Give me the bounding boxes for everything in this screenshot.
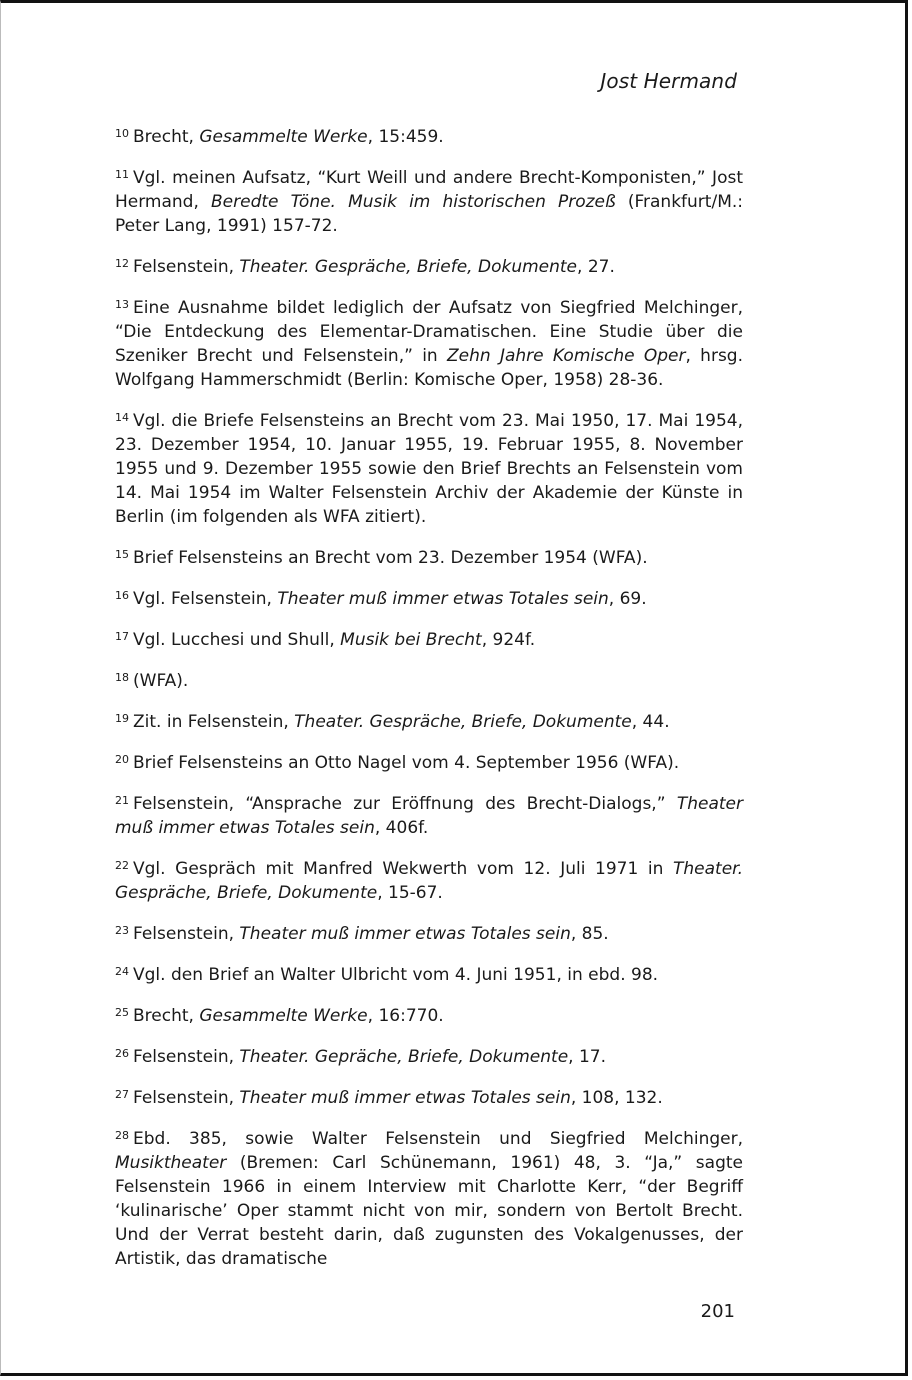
footnote-15 <box>115 546 743 570</box>
footnote-number: 28 <box>115 1129 129 1142</box>
footnote-number: 11 <box>115 168 129 181</box>
footnote-title: Zehn Jahre Komische Oper <box>447 346 686 366</box>
footnote-25 <box>115 1004 743 1028</box>
footnote-title: Gesammelte Werke <box>199 127 368 147</box>
footnote-number: 10 <box>115 127 129 140</box>
footnote-number: 12 <box>115 257 129 270</box>
footnote-text: Felsenstein, <box>133 1047 240 1067</box>
footnote-text: (WFA). <box>133 671 189 691</box>
footnote-title: Musiktheater <box>115 1153 227 1173</box>
footnote-text: Brief Felsensteins an Otto Nagel vom 4. September 1956 (WFA). <box>133 753 680 773</box>
footnote-text: Brecht, <box>133 127 200 147</box>
footnote-26 <box>115 1045 743 1069</box>
footnote-number: 20 <box>115 753 129 766</box>
running-head: Jost Hermand <box>600 69 737 93</box>
footnote-text: , 15-67. <box>377 883 443 903</box>
footnote-18 <box>115 669 743 693</box>
footnote-11 <box>115 166 743 238</box>
footnote-text: , 16:770. <box>367 1006 444 1026</box>
footnote-number: 26 <box>115 1047 129 1060</box>
footnote-text: Eine Ausnahme bildet lediglich der Aufsatz von Siegfried Melchinger, “Die Entdeckung des Elementar-Dramatischen. Eine Studie über die Szeniker Brecht und Felsenstein,” in <box>115 298 743 366</box>
footnote-title: Theater. Gepräche, Briefe, Dokumente <box>239 1047 569 1067</box>
footnote-number: 18 <box>115 671 129 684</box>
footnote-number: 25 <box>115 1006 129 1019</box>
footnote-number: 21 <box>115 794 129 807</box>
footnote-text: , 406f. <box>374 818 429 838</box>
footnote-number: 17 <box>115 630 129 643</box>
footnote-13 <box>115 296 743 392</box>
footnotes-list <box>115 125 743 1288</box>
footnote-16 <box>115 587 743 611</box>
footnote-14 <box>115 409 743 529</box>
footnote-text: Felsenstein, <box>133 257 240 277</box>
footnote-20 <box>115 751 743 775</box>
footnote-text: Zit. in Felsenstein, <box>133 712 295 732</box>
footnote-text: Vgl. Lucchesi und Shull, <box>133 630 341 650</box>
footnote-text: (Bremen: Carl Schünemann, 1961) 48, 3. “Ja,” sagte Felsenstein 1966 in einem Interview mit Charlotte Kerr, “der Begriff ‘kulinarische’ Oper stammt nicht von mir, sondern von Bertolt Brecht. Und der Verrat besteht darin, daß zugunsten des Vokalgenusses, der Artistik, das dramatische <box>115 1153 743 1269</box>
footnote-text: , 17. <box>568 1047 606 1067</box>
footnote-text: Brecht, <box>133 1006 200 1026</box>
footnote-text: Felsenstein, “Ansprache zur Eröffnung des Brecht-Dialogs,” <box>133 794 677 814</box>
footnote-number: 16 <box>115 589 129 602</box>
footnote-text: Felsenstein, <box>133 924 240 944</box>
footnote-title: Theater. Gespräche, Briefe, Dokumente <box>294 712 632 732</box>
footnote-12 <box>115 255 743 279</box>
footnote-title: Theater. Gespräche, Briefe, Dokumente <box>115 859 743 903</box>
footnote-28 <box>115 1127 743 1271</box>
footnote-number: 23 <box>115 924 129 937</box>
footnote-text: , 44. <box>631 712 670 732</box>
footnote-10 <box>115 125 743 149</box>
footnote-text: Vgl. Gespräch mit Manfred Wekwerth vom 12. Juli 1971 in <box>133 859 673 879</box>
footnote-number: 14 <box>115 411 129 424</box>
footnote-number: 15 <box>115 548 129 561</box>
footnote-title: Theater muß immer etwas Totales sein <box>239 1088 571 1108</box>
footnote-22 <box>115 857 743 905</box>
footnote-text: , 85. <box>570 924 609 944</box>
footnote-text: Vgl. Felsenstein, <box>133 589 278 609</box>
footnote-text: (Frankfurt/M.: Peter Lang, 1991) 157-72. <box>115 192 743 236</box>
footnote-text: Vgl. den Brief an Walter Ulbricht vom 4. Juni 1951, in ebd. 98. <box>133 965 659 985</box>
footnote-27 <box>115 1086 743 1110</box>
footnote-text: , hrsg. Wolfgang Hammerschmidt (Berlin: Komische Oper, 1958) 28-36. <box>115 346 743 390</box>
footnote-23 <box>115 922 743 946</box>
footnote-title: Theater muß immer etwas Totales sein <box>277 589 609 609</box>
footnote-text: Felsenstein, <box>133 1088 240 1108</box>
footnote-text: Brief Felsensteins an Brecht vom 23. Dezember 1954 (WFA). <box>133 548 648 568</box>
footnote-number: 19 <box>115 712 129 725</box>
footnote-title: Musik bei Brecht <box>340 630 482 650</box>
footnote-number: 22 <box>115 859 129 872</box>
footnote-text: , 108, 132. <box>570 1088 663 1108</box>
footnote-text: , 27. <box>577 257 615 277</box>
footnote-text: , 924f. <box>481 630 536 650</box>
footnote-title: Beredte Töne. Musik im historischen Prozeß <box>211 192 616 212</box>
footnote-text: , 15:459. <box>367 127 444 147</box>
footnote-title: Theater muß immer etwas Totales sein <box>239 924 571 944</box>
footnote-number: 24 <box>115 965 129 978</box>
footnote-title: Gesammelte Werke <box>199 1006 368 1026</box>
footnote-number: 27 <box>115 1088 129 1101</box>
footnote-17 <box>115 628 743 652</box>
footnote-title: Theater muß immer etwas Totales sein <box>115 794 743 838</box>
footnote-21 <box>115 792 743 840</box>
footnote-19 <box>115 710 743 734</box>
footnote-text: Ebd. 385, sowie Walter Felsenstein und Siegfried Melchinger, <box>133 1129 743 1149</box>
footnote-number: 13 <box>115 298 129 311</box>
footnote-text: , 69. <box>608 589 647 609</box>
footnote-24 <box>115 963 743 987</box>
footnote-text: Vgl. die Briefe Felsensteins an Brecht vom 23. Mai 1950, 17. Mai 1954, 23. Dezember 1954, 10. Januar 1955, 19. Februar 1955, 8. November 1955 und 9. Dezember 1955 sowie den Brief Brechts an Felsenstein vom 14. Mai 1954 im Walter Felsenstein Archiv der Akademie der Künste in Berlin (im folgenden als WFA zitiert). <box>115 411 743 527</box>
footnote-title: Theater. Gespräche, Briefe, Dokumente <box>239 257 578 277</box>
footnote-text: Vgl. meinen Aufsatz, “Kurt Weill und andere Brecht-Komponisten,” Jost Hermand, <box>115 168 743 212</box>
page-number: 201 <box>700 1301 735 1322</box>
